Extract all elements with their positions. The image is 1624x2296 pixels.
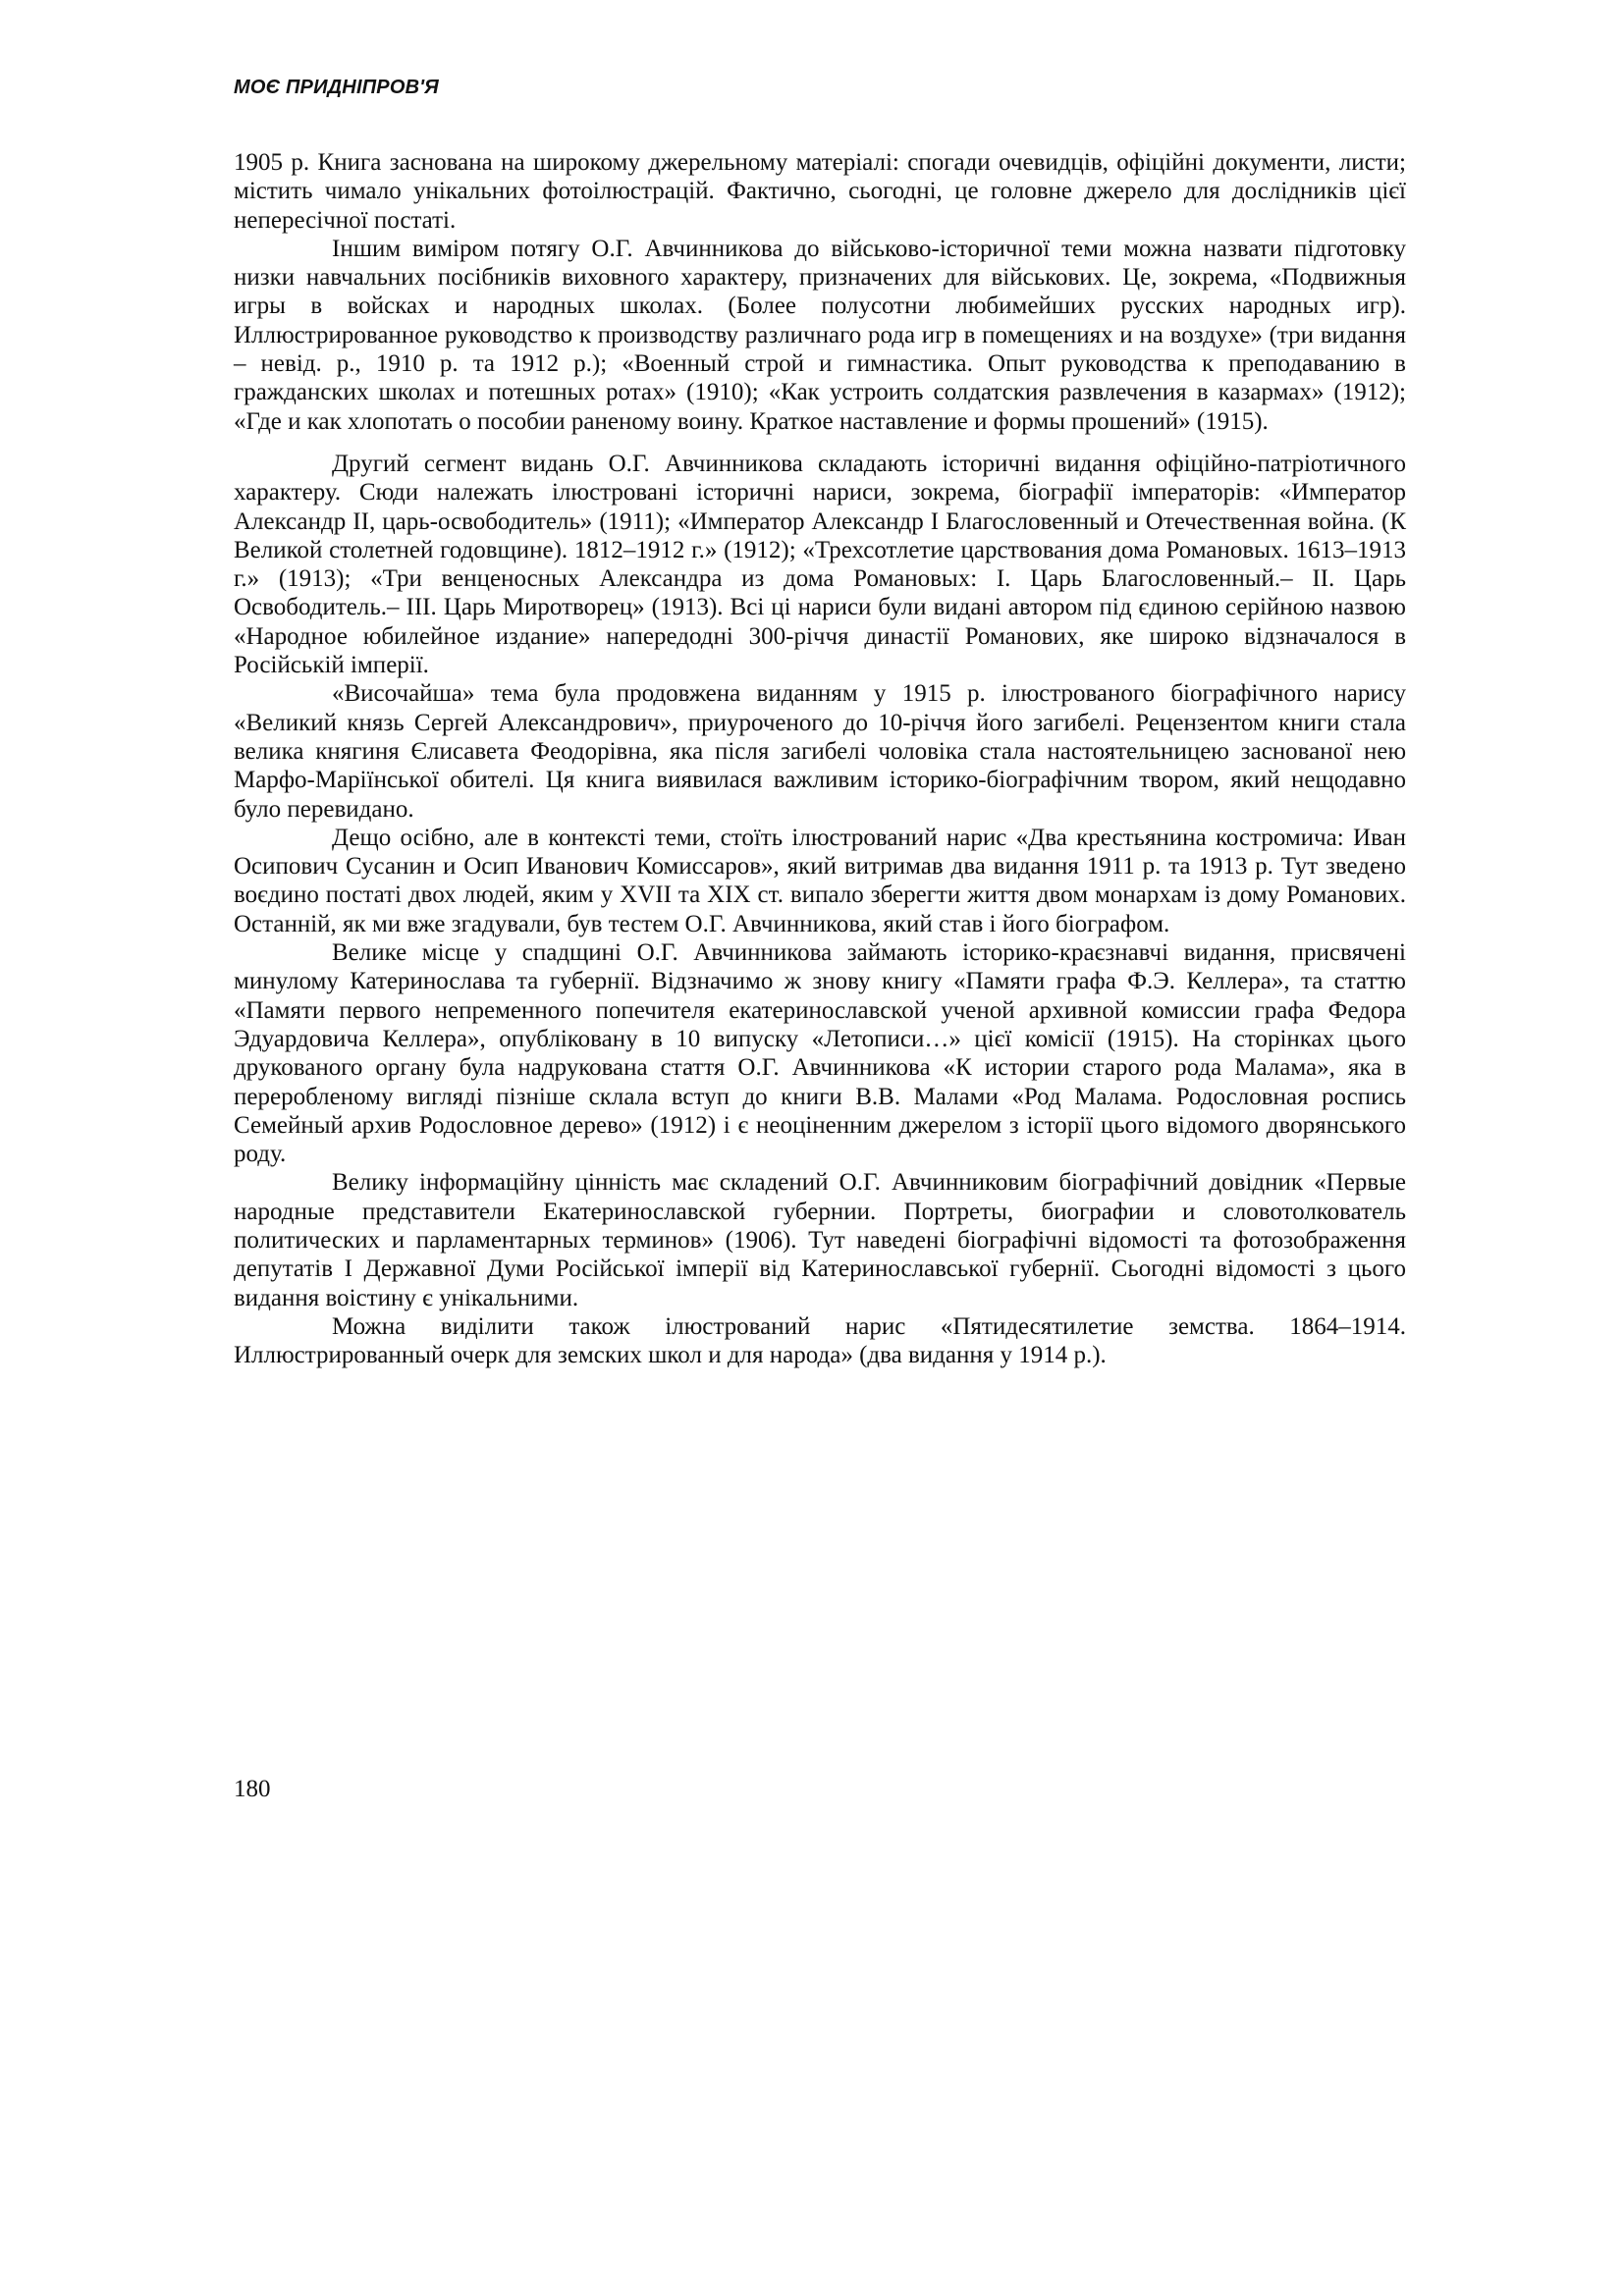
paragraph: Другий сегмент видань О.Г. Авчинникова складають історичні видання офіційно-патріотичного характеру. Сюди належать ілюстровані історичні нариси, зокрема, біографії імператорів: «Император Александр II, царь-освободитель» (1911); «Император Александр I Благословенный и Отечественная война. (К Великой столетней годовщине). 1812–1912 г.» (1912); «Трехсотлетие царствования дома Романовых. 1613–1913 г.» (1913); «Три венценосных Александра из дома Романовых: I. Царь Благословенный.– II. Царь Освободитель.– III. Царь Миротворец» (1913). Всі ці нариси були видані автором під єдиною серійною назвою «Народное юбилейное издание» напередодні 300-річчя династії Романових, яке широко відзначалося в Російській імперії. [234,450,1406,679]
running-header: МОЄ ПРИДНІПРОВ'Я [234,77,439,98]
paragraph: Велике місце у спадщині О.Г. Авчинникова займають історико-краєзнавчі видання, присвячені минулому Катеринослава та губернії. Відзначимо ж знову книгу «Памяти графа Ф.Э. Келлера», та статтю «Памяти первого непременного попечителя екатеринославской ученой архивной комиссии графа Федора Эдуардовича Келлера», опубліковану в 10 випуску «Летописи…» цієї комісії (1915). На сторінках цього друкованого органу була надрукована стаття О.Г. Авчинникова «К истории старого рода Малама», яка в переробленому вигляді пізніше склала вступ до книги В.В. Малами «Род Малама. Родословная роспись Семейный архив Родословное дерево» (1912) і є неоціненним джерелом з історії цього відомого дворянського роду. [234,939,1406,1168]
article-body [234,148,1406,1369]
page-number: 180 [234,1776,271,1802]
paragraph: Можна виділити також ілюстрований нарис «Пятидесятилетие земства. 1864–1914. Иллюстрированный очерк для земских школ и для народа» (два видання у 1914 р.). [234,1312,1406,1369]
paragraph: «Височайша» тема була продовжена виданням у 1915 р. ілюстрованого біографічного нарису «Великий князь Сергей Александрович», приуроченого до 10-річчя його загибелі. Рецензентом книги стала велика княгиня Єлисавета Феодорівна, яка після загибелі чоловіка стала настоятельницею заснованої нею Марфо-Маріїнської обителі. Ця книга виявилася важливим історико-біографічним твором, який нещодавно було перевидано. [234,680,1406,823]
paragraph: Велику інформаційну цінність має складений О.Г. Авчинниковим біографічний довідник «Первые народные представители Екатеринославской губернии. Портреты, биографии и словотолкователь политических и парламентарных терминов» (1906). Тут наведені біографічні відомості та фотозображення депутатів І Державної Думи Російської імперії від Катеринославської губернії. Сьогодні відомості з цього видання воістину є унікальними. [234,1169,1406,1311]
paragraph: Іншим виміром потягу О.Г. Авчинникова до військово-історичної теми можна назвати підготовку низки навчальних посібників виховного характеру, призначених для військових. Це, зокрема, «Подвижныя игры в войсках и народных школах. (Более полусотни любимейших русских народных игр). Иллюстрированное руководство к производству различнаго рода игр в помещениях и на воздухе» (три видання – невід. р., 1910 р. та 1912 р.); «Военный строй и гимнастика. Опыт руководства к преподаванию в гражданских школах и потешных ротах» (1910); «Как устроить солдатския развлечения в казармах» (1912); «Где и как хлопотать о пособии раненому воину. Краткое наставление и формы прошений» (1915). [234,235,1406,435]
paragraph: Дещо осібно, але в контексті теми, стоїть ілюстрований нарис «Два крестьянина костромича: Иван Осипович Сусанин и Осип Иванович Комиссаров», який витримав два видання 1911 р. та 1913 р. Тут зведено воєдино постаті двох людей, яким у XVII та XIX ст. випало зберегти життя двом монархам із дому Романових. Останній, як ми вже згадували, був тестем О.Г. Авчинникова, який став і його біографом. [234,824,1406,937]
paragraph: 1905 р. Книга заснована на широкому джерельному матеріалі: спогади очевидців, офіційні документи, листи; містить чимало унікальних фотоілюстрацій. Фактично, сьогодні, це головне джерело для дослідників цієї непересічної постаті. [234,149,1406,234]
